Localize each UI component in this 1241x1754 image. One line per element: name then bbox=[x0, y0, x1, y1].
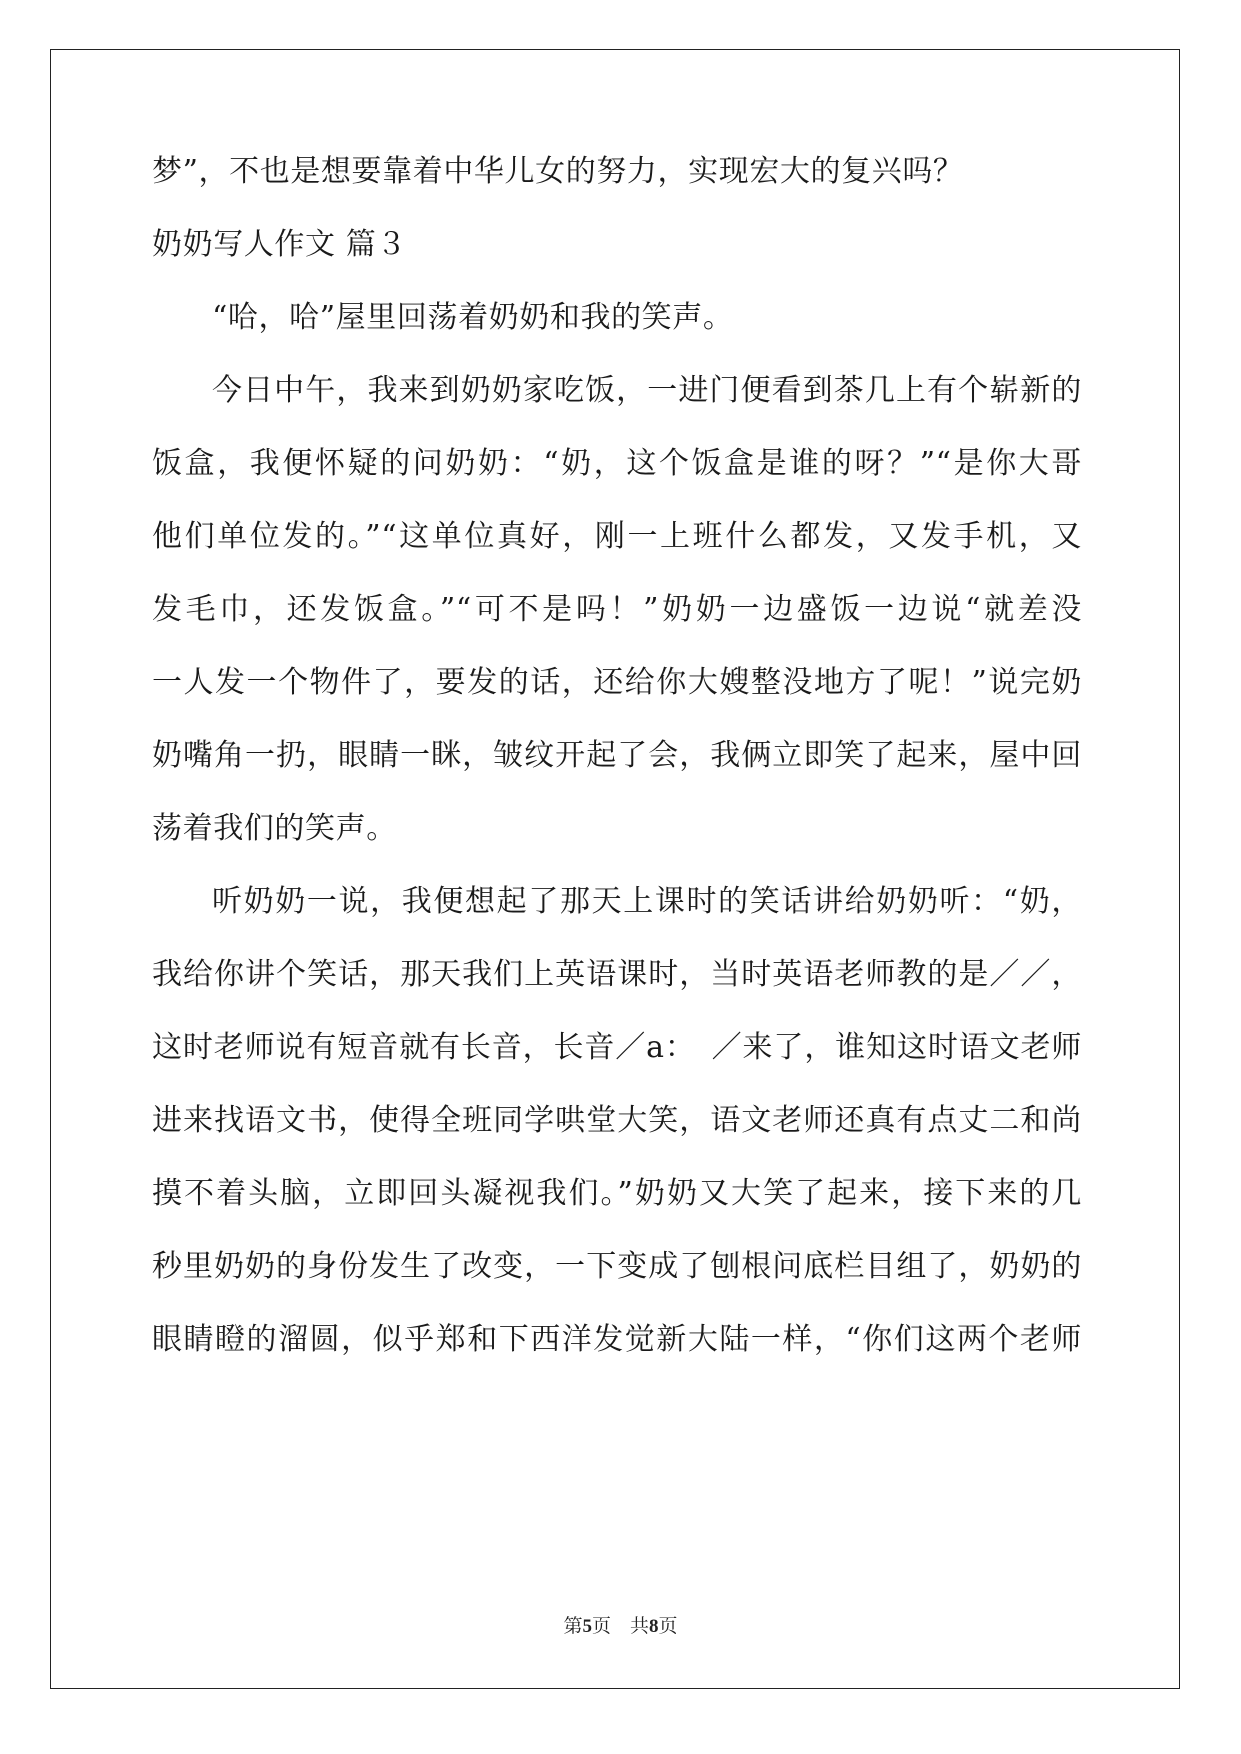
paragraph-line: 摸不着头脑，立即回头凝视我们。”奶奶又大笑了起来，接下来的几 bbox=[152, 1176, 1082, 1211]
footer-middle: 页 共 bbox=[591, 1615, 649, 1637]
paragraph-line: 我给你讲个笑话，那天我们上英语课时，当时英语老师教的是／／， bbox=[152, 957, 1082, 992]
paragraph-line: 秒里奶奶的身份发生了改变，一下变成了刨根问底栏目组了，奶奶的 bbox=[152, 1249, 1082, 1284]
section-heading: 奶奶写人作文 篇３ bbox=[152, 227, 407, 262]
paragraph-line: 饭盒，我便怀疑的问奶奶：“奶，这个饭盒是谁的呀？”“是你大哥 bbox=[152, 446, 1082, 481]
paragraph-line: 一人发一个物件了，要发的话，还给你大嫂整没地方了呢！”说完奶 bbox=[152, 665, 1082, 700]
footer-suffix: 页 bbox=[658, 1615, 678, 1637]
page-footer bbox=[0, 1614, 1241, 1639]
paragraph-line: 奶嘴角一扔，眼睛一眯，皱纹开起了会，我俩立即笑了起来，屋中回 bbox=[152, 738, 1082, 773]
paragraph-line: “哈，哈”屋里回荡着奶奶和我的笑声。 bbox=[212, 300, 734, 335]
page-border bbox=[50, 49, 1180, 1689]
paragraph-line: 进来找语文书，使得全班同学哄堂大笑，语文老师还真有点丈二和尚 bbox=[152, 1103, 1082, 1138]
text-line: 梦”，不也是想要靠着中华儿女的努力，实现宏大的复兴吗？ bbox=[152, 154, 964, 189]
footer-prefix: 第 bbox=[563, 1615, 583, 1637]
paragraph-line: 发毛巾，还发饭盒。”“可不是吗！”奶奶一边盛饭一边说“就差没 bbox=[152, 592, 1082, 627]
total-page-count: 8 bbox=[649, 1616, 659, 1637]
paragraph-line: 这时老师说有短音就有长音，长音／a： ／来了，谁知这时语文老师 bbox=[152, 1030, 1082, 1065]
paragraph-line: 他们单位发的。”“这单位真好，刚一上班什么都发，又发手机，又 bbox=[152, 519, 1082, 554]
paragraph-line: 荡着我们的笑声。 bbox=[152, 811, 397, 846]
paragraph-line: 听奶奶一说，我便想起了那天上课时的笑话讲给奶奶听：“奶， bbox=[212, 884, 1082, 919]
paragraph-line: 眼睛瞪的溜圆，似乎郑和下西洋发觉新大陆一样，“你们这两个老师 bbox=[152, 1322, 1082, 1357]
paragraph-line: 今日中午，我来到奶奶家吃饭，一进门便看到茶几上有个崭新的 bbox=[212, 373, 1082, 408]
current-page-number: 5 bbox=[582, 1616, 592, 1637]
